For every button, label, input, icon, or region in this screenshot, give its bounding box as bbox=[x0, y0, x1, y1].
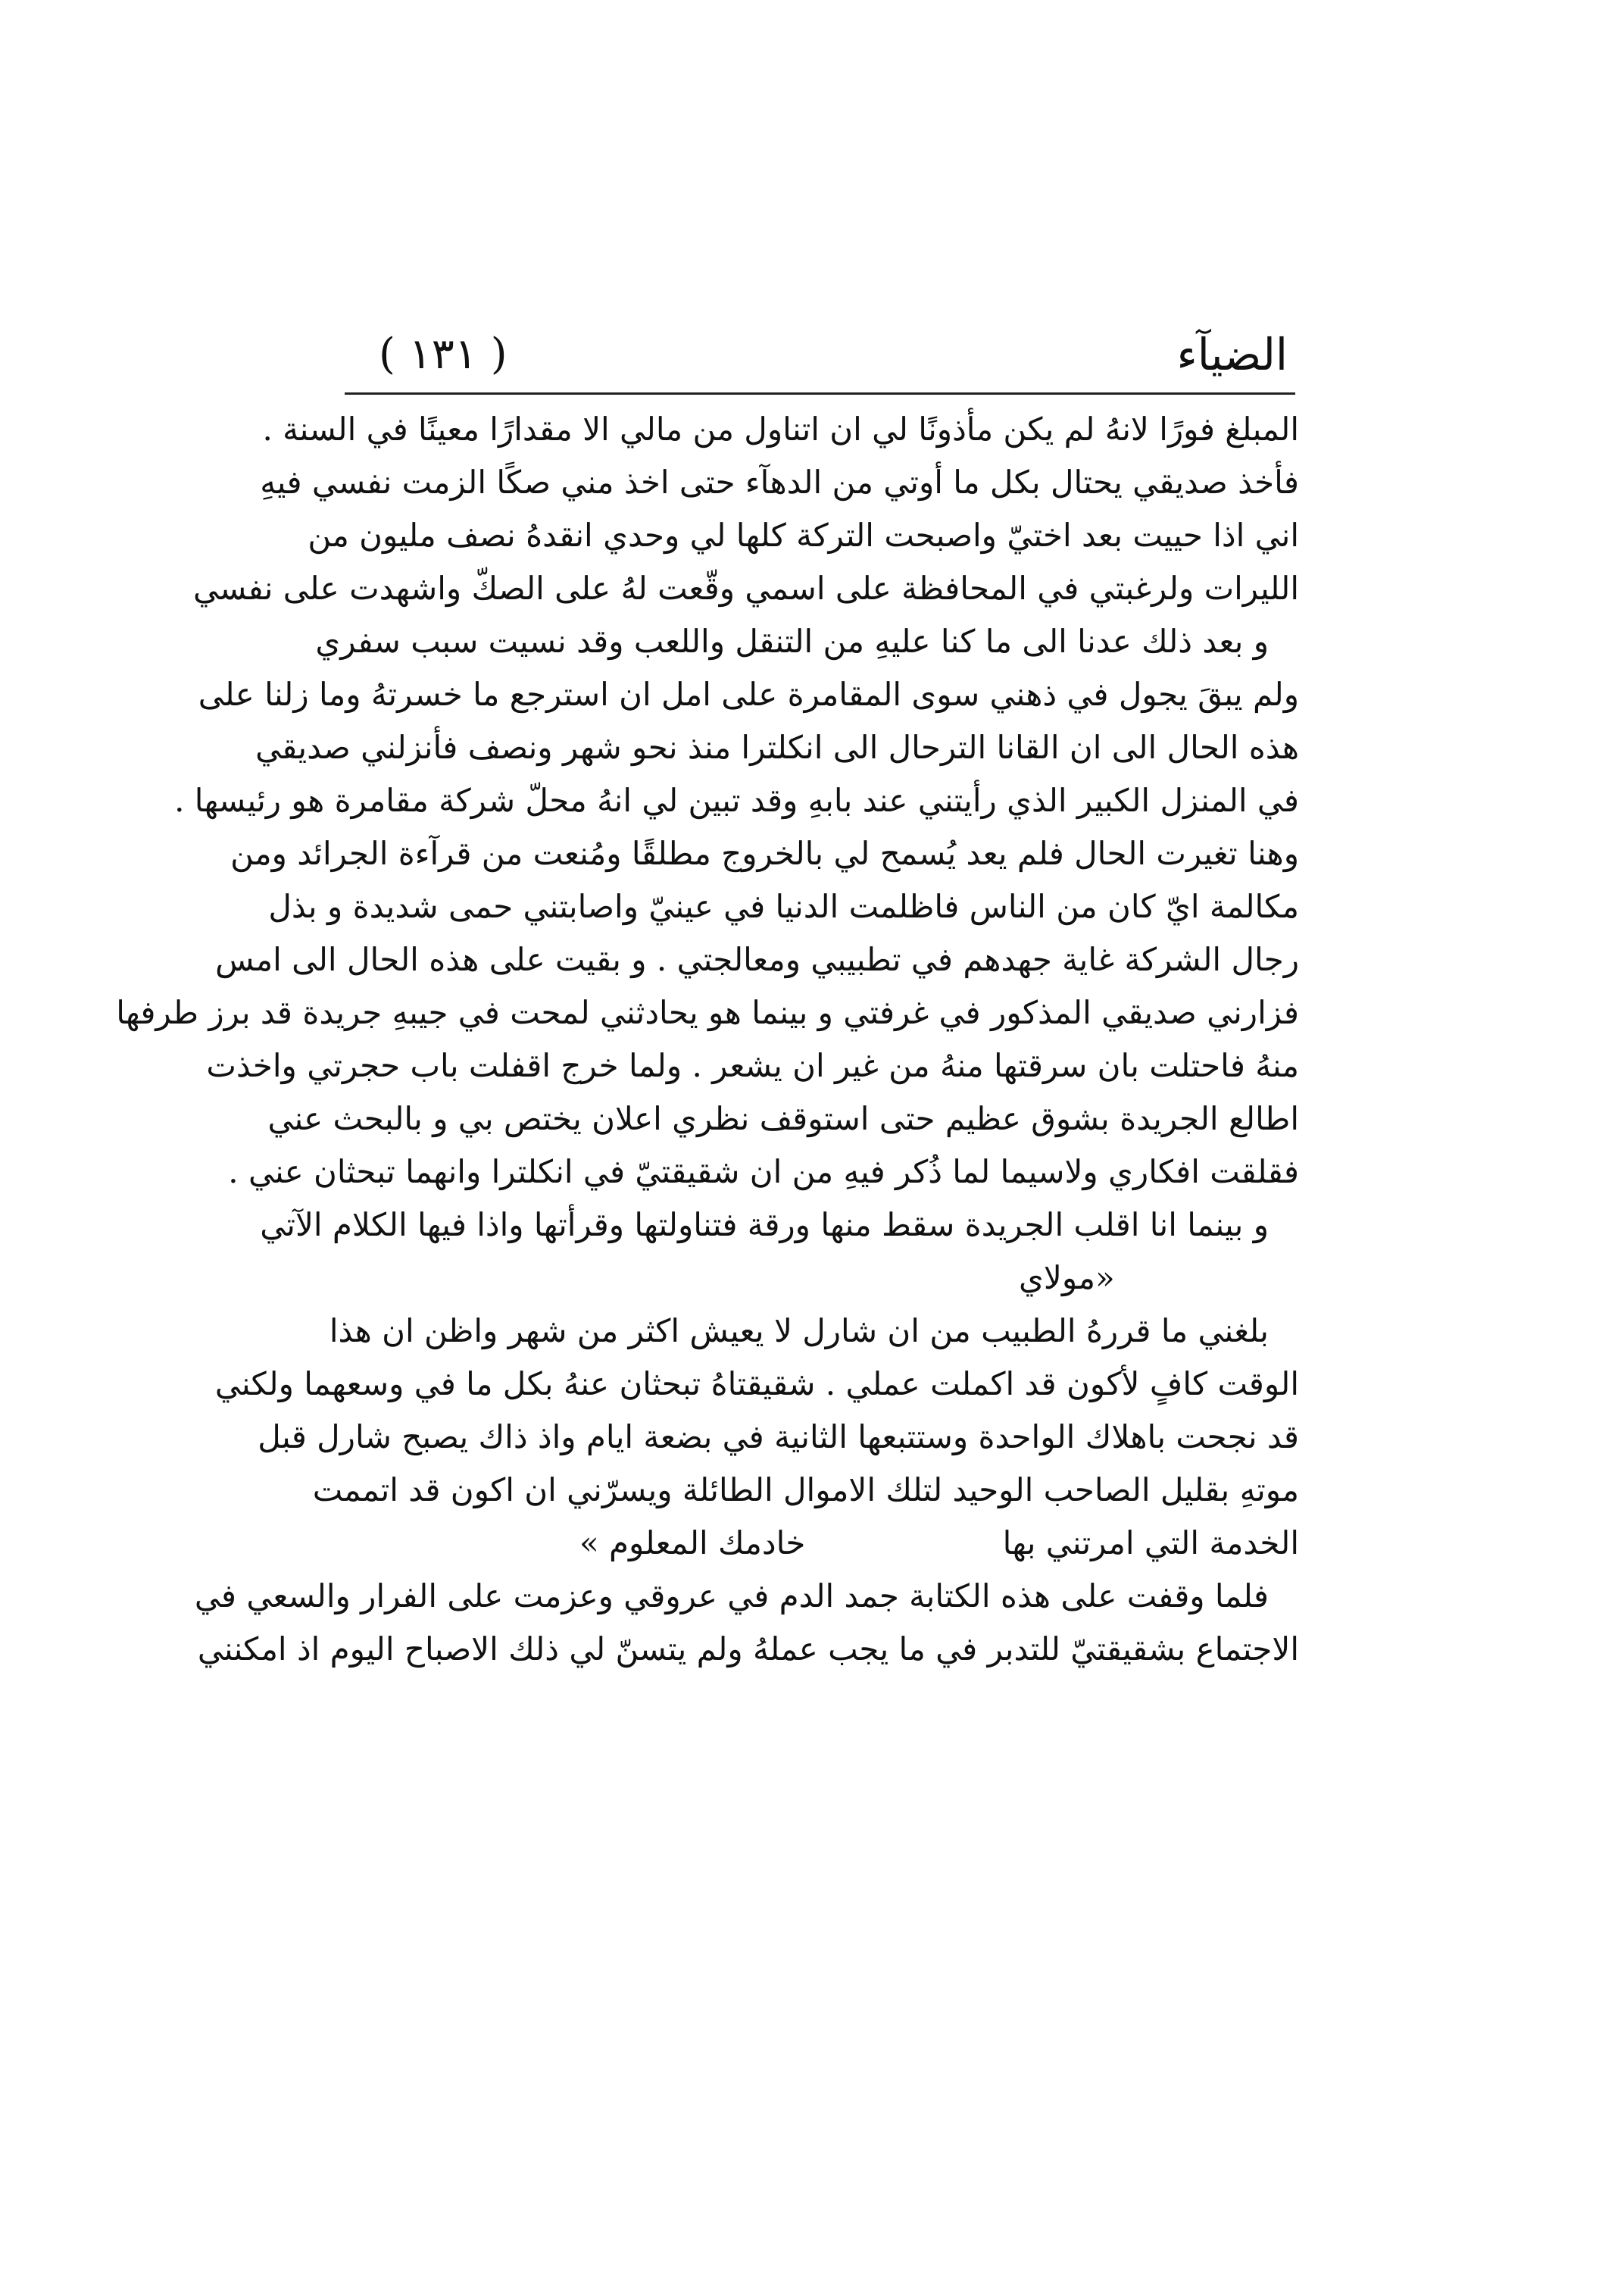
page-number: ( ١٣١ ) bbox=[379, 330, 508, 379]
running-title: الضيآء bbox=[1176, 329, 1288, 380]
body-text bbox=[116, 403, 1299, 1676]
letter-signature: خادمك المعلوم » bbox=[579, 1524, 806, 1561]
header-rule bbox=[345, 392, 1295, 395]
text-line: و بينما انا اقلب الجريدة سقط منها ورقة فتناولتها وقرأتها واذا فيها الكلام الآتي bbox=[260, 1206, 1269, 1243]
text-line: اطالع الجريدة بشوق عظيم حتى استوقف نظري اعلان يختص بي و بالبحث عني bbox=[267, 1100, 1299, 1137]
text-line: فقلقت افكاري ولاسيما لما ذُكر فيهِ من ان شقيقتيّ في انكلترا وانهما تبحثان عني . bbox=[228, 1153, 1299, 1190]
text-line: ولم يبقَ يجول في ذهني سوى المقامرة على امل ان استرجع ما خسرتهُ وما زلنا على bbox=[198, 676, 1299, 713]
text-line: فزارني صديقي المذكور في غرفتي و بينما هو يحادثني لمحت في جيبهِ جريدة قد برز طرفها bbox=[116, 994, 1299, 1031]
text-line: وهنا تغيرت الحال فلم يعد يُسمح لي بالخروج مطلقًا ومُنعت من قرآءة الجرائد ومن bbox=[230, 835, 1299, 872]
text-line: هذه الحال الى ان القانا الترحال الى انكلترا منذ نحو شهر ونصف فأنزلني صديقي bbox=[255, 729, 1299, 766]
text-line: فلما وقفت على هذه الكتابة جمد الدم في عروقي وعزمت على الفرار والسعي في bbox=[194, 1577, 1269, 1614]
text-line: الوقت كافٍ لأكون قد اكملت عملي . شقيقتاهُ تبحثان عنهُ بكل ما في وسعهما ولكني bbox=[214, 1365, 1299, 1402]
text-line: فأخذ صديقي يحتال بكل ما أوتي من الدهآء حتى اخذ مني صكًا الزمت نفسي فيهِ bbox=[260, 464, 1299, 501]
page-header bbox=[379, 317, 1288, 392]
text-line: مكالمة ايّ كان من الناس فاظلمت الدنيا في عينيّ واصابتني حمى شديدة و بذل bbox=[268, 888, 1299, 925]
text-line: في المنزل الكبير الذي رأيتني عند بابهِ وقد تبين لي انهُ محلّ شركة مقامرة هو رئيسها . bbox=[174, 782, 1299, 819]
text-line: قد نجحت باهلاك الواحدة وستتبعها الثانية في بضعة ايام واذ ذاك يصبح شارل قبل bbox=[258, 1418, 1299, 1455]
text-line: منهُ فاحتلت بان سرقتها منهُ من غير ان يشعر . ولما خرج اقفلت باب حجرتي واخذت bbox=[206, 1047, 1299, 1084]
text-line: بلغني ما قررهُ الطبيب من ان شارل لا يعيش اكثر من شهر واظن ان هذا bbox=[329, 1312, 1269, 1349]
text-line: الليرات ولرغبتي في المحافظة على اسمي وقّعت لهُ على الصكّ واشهدت على نفسي bbox=[192, 570, 1299, 607]
closing-text: الخدمة التي امرتني بها bbox=[1002, 1524, 1299, 1561]
text-line: المبلغ فورًا لانهُ لم يكن مأذونًا لي ان اتناول من مالي الا مقدارًا معينًا في السنة . bbox=[262, 411, 1299, 448]
text-line: موتهِ بقليل الصاحب الوحيد لتلك الاموال الطائلة ويسرّني ان اكون قد اتممت bbox=[312, 1471, 1299, 1508]
text-line: رجال الشركة غاية جهدهم في تطبيبي ومعالجتي . و بقيت على هذه الحال الى امس bbox=[215, 941, 1299, 978]
text-line: الاجتماع بشقيقتيّ للتدبر في ما يجب عملهُ ولم يتسنّ لي ذلك الاصباح اليوم اذ امكنني bbox=[197, 1630, 1299, 1667]
letter-closing bbox=[337, 1517, 1299, 1570]
text-line: اني اذا حييت بعد اختيّ واصبحت التركة كلها لي وحدي انقدهُ نصف مليون من bbox=[308, 517, 1299, 554]
letter-salutation: «مولاي bbox=[1019, 1259, 1115, 1296]
text-line: و بعد ذلك عدنا الى ما كنا عليهِ من التنقل واللعب وقد نسيت سبب سفري bbox=[315, 623, 1269, 660]
